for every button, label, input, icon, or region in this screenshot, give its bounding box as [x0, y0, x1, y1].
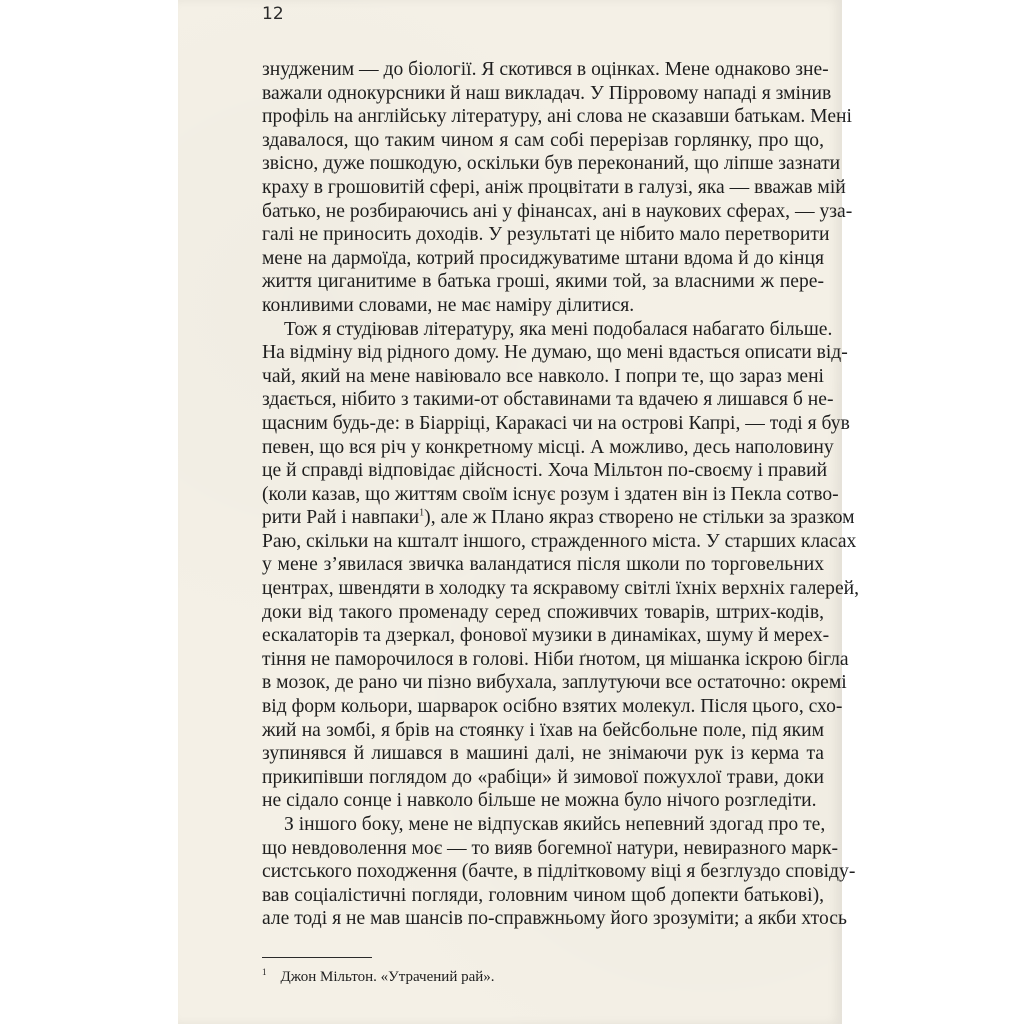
- text-line: життя циганитиме в батька гроші, якими той, за власними ж пере-: [262, 271, 824, 293]
- paragraph-start-line: З іншого боку, мене не відпускав якийсь непевний здогад про те,: [284, 814, 826, 835]
- text-line: звісно, дуже пошкодую, оскільки був переконаний, що ліпше зазнати: [262, 153, 841, 175]
- text-line: краху в грошовитій сфері, аніж процвітати в галузі, яка — вважав мій: [262, 176, 846, 198]
- text-line: що невдоволення моє — то вияв богемної натури, невиразного марк-: [262, 837, 839, 859]
- text-line: здається, нібито з такими-от обставинами та вдачею я лишався б не-: [262, 389, 834, 411]
- footnote-reference[interactable]: 1: [419, 507, 425, 519]
- text-line: центрах, швендяти в холодку та яскравому світлі їхніх верхніх галерей,: [262, 578, 860, 600]
- body-text: [262, 58, 860, 931]
- text-line: не сідало сонце і навколо більше не можна було нічого розгледіти.: [262, 790, 817, 812]
- text-line: зупинявся й лишався в машині далі, не знімаючи рук із керма та: [262, 743, 824, 765]
- text-line: тіння не паморочилося в голові. Ніби ґнотом, ця мішанка іскрою бігла: [262, 648, 849, 670]
- text-line: чай, який на мене навіювало все навколо. І попри те, що зараз мені: [262, 365, 824, 387]
- text-line: але тоді я не мав шансів по-справжньому його зрозуміти; а якби хтось: [262, 908, 847, 930]
- text-line: в мозок, де рано чи пізно вибухала, заплутуючи все остаточно: окремі: [262, 672, 847, 694]
- text-line: важали однокурсники й наш викладач. У Пірровому нападі я змінив: [262, 82, 832, 104]
- text-line: прикипівши поглядом до «рабіци» й зимової пожухлої трави, доки: [262, 766, 824, 788]
- text-line: певен, що вся річ у конкретному місці. А можливо, десь наполовину: [262, 436, 834, 458]
- text-segment: рити Рай і навпаки: [262, 507, 420, 529]
- text-line: у мене з’явилася звичка валандатися після школи по торговельних: [262, 554, 824, 576]
- footnote: [262, 967, 495, 986]
- footnote-text: Джон Мільтон. «Утрачений рай».: [280, 969, 495, 985]
- page-number: 12: [262, 4, 284, 24]
- text-segment: ), але ж Плано якраз створено не стільки за зразком: [424, 507, 855, 529]
- text-line: знудженим — до біології. Я скотився в оцінках. Мене однаково зне-: [262, 59, 829, 80]
- text-line: вав соціалістичні погляди, головним чином щоб допекти батькові),: [262, 884, 824, 906]
- text-line: На відміну від рідного дому. Не думаю, що мені вдасться описати від-: [262, 342, 848, 364]
- text-line: (коли казав, що життям своїм існує розум і здатен він із Пекла сотво-: [262, 483, 839, 505]
- text-line: мене на дармоїда, котрий просиджуватиме штани вдома й до кінця: [262, 247, 824, 269]
- text-line: ескалаторів та дзеркал, фонової музики в динаміках, шуму й мерех-: [262, 625, 830, 647]
- text-line: здавалося, що таким чином я сам собі перерізав горлянку, про що,: [262, 129, 824, 151]
- text-line: щасним будь-де: в Біарріці, Каракасі чи на острові Капрі, — тоді я був: [262, 412, 850, 434]
- text-line: систського походження (бачте, в підлітковому віці я безглуздо сповіду-: [262, 861, 856, 883]
- text-line: Раю, скільки на кшталт іншого, страждeнного міста. У старших класах: [262, 530, 857, 552]
- text-line: галі не приносить доходів. У результаті це нібито мало перетворити: [262, 224, 830, 246]
- footnote-divider: [262, 957, 372, 958]
- text-line: доки від такого променаду серед споживчих товарів, штрих-кодів,: [262, 601, 824, 623]
- text-line: профіль на англійську літературу, ані слова не сказавши батькам. Мені: [262, 106, 852, 128]
- text-line: жий на зомбі, я брів на стоянку і їхав на бейсбольне поле, під яким: [262, 719, 824, 741]
- text-line: батько, не розбираючись ані у фінансах, ані в наукових сферах, — уза-: [262, 200, 853, 222]
- text-line: конливими словами, не має наміру ділитися.: [262, 294, 635, 316]
- paragraph-start-line: Тож я студіював літературу, яка мені подобалася набагато більше.: [284, 318, 833, 340]
- text-line: від форм кольори, шарварок осібно взятих молекул. Після цього, схо-: [262, 696, 843, 718]
- text-line: це й справді відповідає дійсності. Хоча Мільтон по-своєму і правий: [262, 460, 828, 482]
- text-line-with-footnote: [262, 506, 855, 530]
- footnote-mark: 1: [262, 967, 267, 977]
